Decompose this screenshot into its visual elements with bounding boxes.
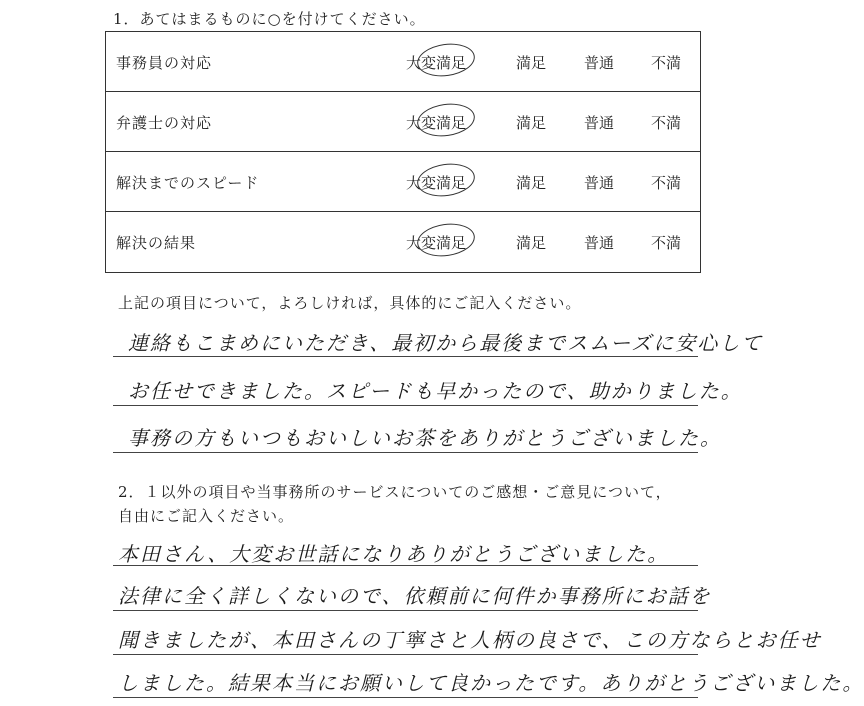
comment-prompt: 上記の項目について，よろしければ，具体的にご記入ください。	[118, 294, 582, 312]
writing-rule	[113, 452, 698, 453]
section1-heading: 1．あてはまるものに○を付けてください。	[113, 10, 426, 28]
option-neutral[interactable]: 普通	[583, 114, 614, 132]
option-neutral[interactable]: 普通	[583, 234, 614, 252]
option-satisfied[interactable]: 満足	[515, 114, 546, 132]
section2-heading-line: 2．１以外の項目や当事務所のサービスについてのご感想・ご意見について，	[118, 483, 672, 501]
option-satisfied[interactable]: 満足	[515, 54, 546, 72]
selection-circle	[415, 160, 477, 200]
writing-rule	[113, 610, 698, 611]
writing-rule	[113, 697, 698, 698]
option-very-satisfied[interactable]: 大変満足	[405, 114, 466, 132]
handwritten-comment-line: お任せできました。スピードも早かったので、助かりました。	[128, 379, 743, 403]
table-row	[106, 32, 700, 92]
writing-rule	[113, 405, 698, 406]
handwritten-feedback-line: 本田さん、大変お世話になりありがとうございました。	[118, 542, 670, 566]
table-row	[106, 212, 700, 272]
section2-heading	[118, 480, 672, 528]
option-dissatisfied[interactable]: 不満	[650, 54, 681, 72]
row-label: 事務員の対応	[116, 54, 213, 72]
row-label: 解決の結果	[116, 234, 197, 252]
option-dissatisfied[interactable]: 不満	[650, 234, 681, 252]
handwritten-feedback-line: 聞きましたが、本田さんの丁寧さと人柄の良さで、この方ならとお任せ	[118, 628, 822, 652]
option-dissatisfied[interactable]: 不満	[650, 174, 681, 192]
option-very-satisfied[interactable]: 大変満足	[405, 234, 466, 252]
row-label: 弁護士の対応	[116, 114, 213, 132]
selection-circle	[415, 40, 477, 80]
handwritten-comment-line: 事務の方もいつもおいしいお茶をありがとうございました。	[128, 426, 722, 450]
option-very-satisfied[interactable]: 大変満足	[405, 174, 466, 192]
section2-heading-line: 自由にご記入ください。	[118, 507, 295, 525]
option-neutral[interactable]: 普通	[583, 54, 614, 72]
handwritten-feedback-line: しました。結果本当にお願いして良かったです。ありがとうございました。	[118, 671, 864, 695]
selection-circle	[415, 220, 477, 260]
option-satisfied[interactable]: 満足	[515, 174, 546, 192]
writing-rule	[113, 565, 698, 566]
table-row	[106, 152, 700, 212]
row-label: 解決までのスピード	[116, 174, 260, 192]
handwritten-feedback-line: 法律に全く詳しくないので、依頼前に何件か事務所にお話を	[118, 584, 712, 608]
option-satisfied[interactable]: 満足	[515, 234, 546, 252]
table-row	[106, 92, 700, 152]
selection-circle	[415, 100, 477, 140]
writing-rule	[113, 654, 698, 655]
writing-rule	[113, 356, 698, 357]
option-neutral[interactable]: 普通	[583, 174, 614, 192]
satisfaction-table	[105, 31, 701, 273]
option-dissatisfied[interactable]: 不満	[650, 114, 681, 132]
handwritten-comment-line: 連絡もこまめにいただき、最初から最後までスムーズに安心して	[128, 331, 764, 355]
option-very-satisfied[interactable]: 大変満足	[405, 54, 466, 72]
